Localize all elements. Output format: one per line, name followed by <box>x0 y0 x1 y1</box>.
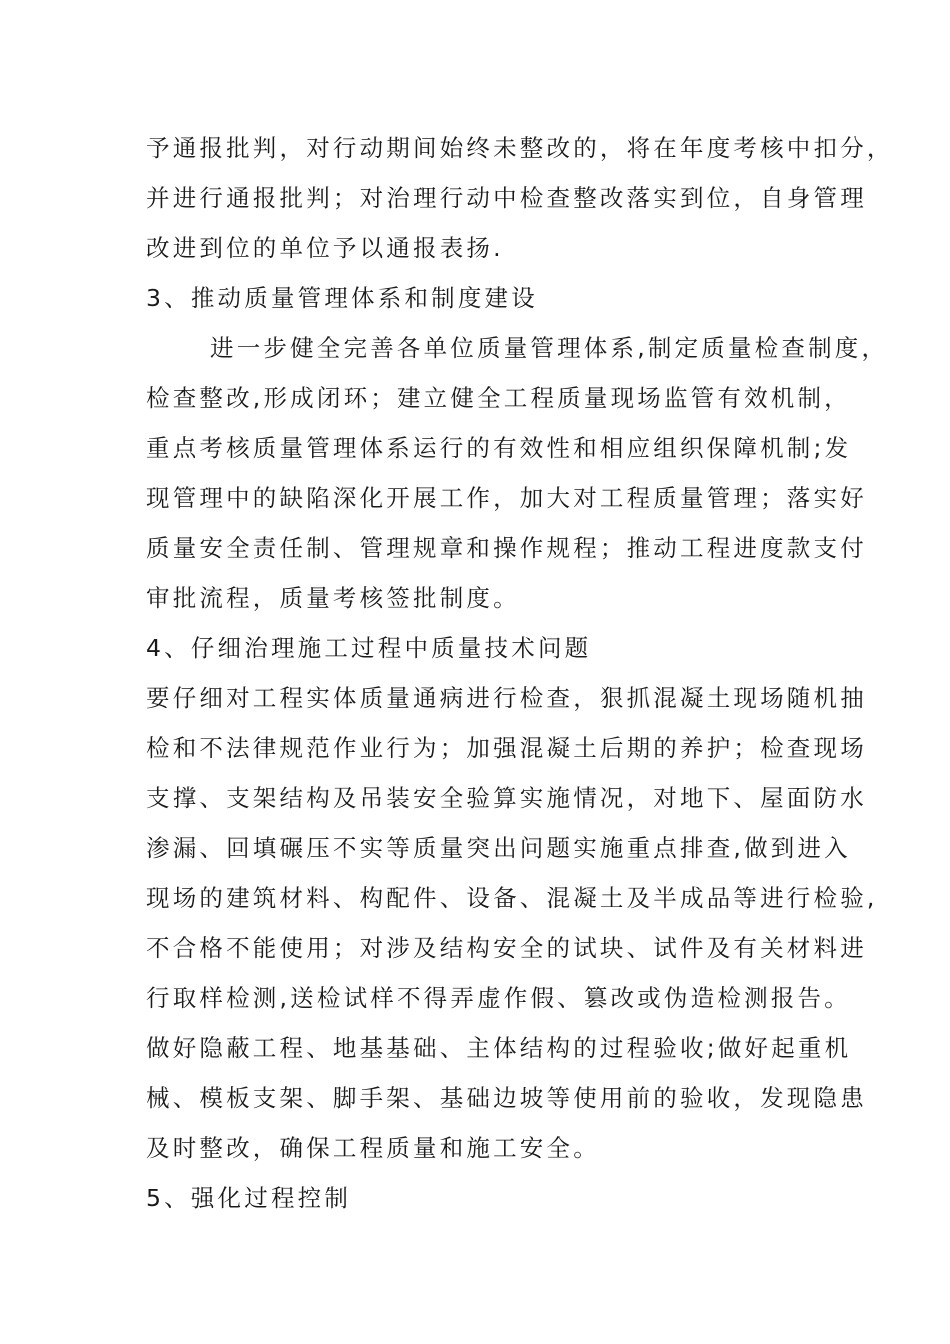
paragraph-line: 要仔细对工程实体质量通病进行检查，狠抓混凝土现场随机抽 <box>146 684 867 712</box>
paragraph-line: 行取样检测,送检试样不得弄虚作假、篡改或伪造检测报告。 <box>146 984 851 1012</box>
paragraph-line: 改进到位的单位予以通报表扬. <box>146 234 504 262</box>
section-heading: 5、强化过程控制 <box>146 1184 352 1212</box>
paragraph-line: 质量安全责任制、管理规章和操作规程；推动工程进度款支付 <box>146 534 867 562</box>
paragraph-line: 械、模板支架、脚手架、基础边坡等使用前的验收，发现隐患 <box>146 1084 867 1112</box>
paragraph-line: 并进行通报批判；对治理行动中检查整改落实到位，自身管理 <box>146 184 867 212</box>
paragraph-line: 审批流程，质量考核签批制度。 <box>146 584 520 612</box>
section-heading: 3、推动质量管理体系和制度建设 <box>146 284 538 312</box>
paragraph-line: 检查整改,形成闭环；建立健全工程质量现场监管有效机制， <box>146 384 851 412</box>
paragraph-line: 渗漏、回填碾压不实等质量突出问题实施重点排查,做到进入 <box>146 834 851 862</box>
paragraph-line: 检和不法律规范作业行为；加强混凝土后期的养护；检查现场 <box>146 734 867 762</box>
paragraph-line: 做好隐蔽工程、地基基础、主体结构的过程验收;做好起重机 <box>146 1034 852 1062</box>
paragraph-line: 进一步健全完善各单位质量管理体系,制定质量检查制度， <box>210 334 889 362</box>
paragraph-line: 重点考核质量管理体系运行的有效性和相应组织保障机制;发 <box>146 434 852 462</box>
paragraph-line: 予通报批判，对行动期间始终未整改的，将在年度考核中扣分， <box>146 134 894 162</box>
paragraph-line: 及时整改，确保工程质量和施工安全。 <box>146 1134 600 1162</box>
section-heading: 4、仔细治理施工过程中质量技术问题 <box>146 634 592 662</box>
paragraph-line: 现场的建筑材料、构配件、设备、混凝土及半成品等进行检验, <box>146 884 878 912</box>
paragraph-line: 不合格不能使用；对涉及结构安全的试块、试件及有关材料进 <box>146 934 867 962</box>
paragraph-line: 现管理中的缺陷深化开展工作，加大对工程质量管理；落实好 <box>146 484 867 512</box>
paragraph-line: 支撑、支架结构及吊装安全验算实施情况，对地下、屋面防水 <box>146 784 867 812</box>
